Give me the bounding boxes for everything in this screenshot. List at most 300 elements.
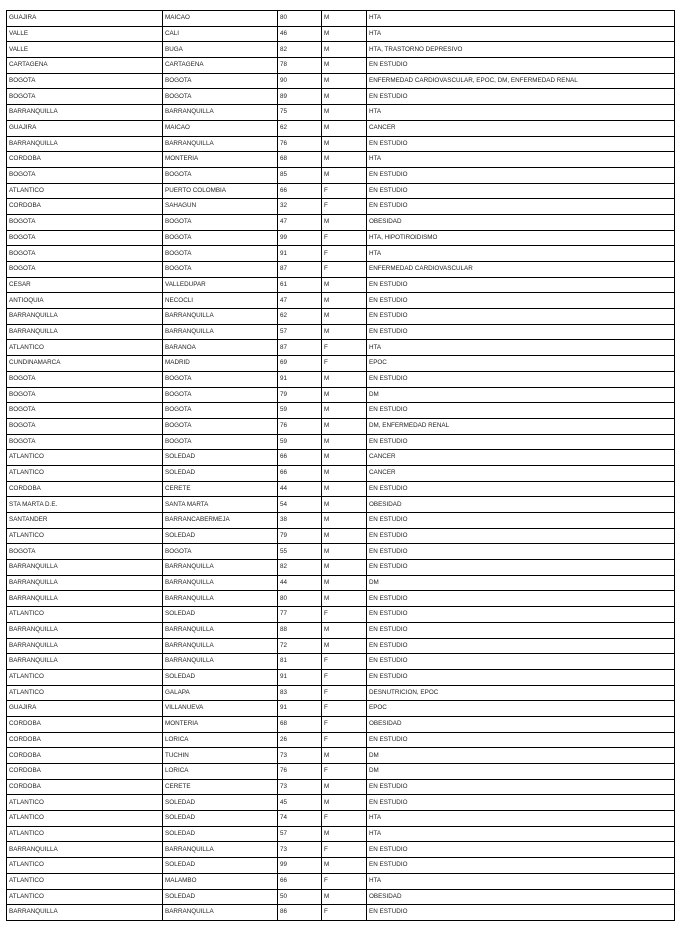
municipality-cell: VALLEDUPAR bbox=[163, 277, 278, 293]
age-cell: 91 bbox=[278, 701, 322, 717]
table-row bbox=[7, 669, 675, 685]
age-cell: 55 bbox=[278, 544, 322, 560]
diagnosis-cell: HTA, HIPOTIROIDISMO bbox=[367, 230, 675, 246]
diagnosis-cell: EN ESTUDIO bbox=[367, 732, 675, 748]
age-cell: 73 bbox=[278, 748, 322, 764]
cases-table-body bbox=[7, 11, 675, 921]
table-row bbox=[7, 214, 675, 230]
department-cell: CORDOBA bbox=[7, 779, 163, 795]
age-cell: 86 bbox=[278, 905, 322, 921]
sex-cell: M bbox=[322, 293, 367, 309]
department-cell: BARRANQUILLA bbox=[7, 105, 163, 121]
table-row bbox=[7, 779, 675, 795]
sex-cell: F bbox=[322, 246, 367, 262]
municipality-cell: BOGOTA bbox=[163, 371, 278, 387]
diagnosis-cell: DESNUTRICION, EPOC bbox=[367, 685, 675, 701]
diagnosis-cell: OBESIDAD bbox=[367, 497, 675, 513]
age-cell: 59 bbox=[278, 434, 322, 450]
age-cell: 57 bbox=[278, 324, 322, 340]
table-row bbox=[7, 873, 675, 889]
municipality-cell: SOLEDAD bbox=[163, 795, 278, 811]
municipality-cell: SOLEDAD bbox=[163, 811, 278, 827]
municipality-cell: NECOCLI bbox=[163, 293, 278, 309]
table-row bbox=[7, 732, 675, 748]
table-row bbox=[7, 748, 675, 764]
sex-cell: F bbox=[322, 701, 367, 717]
table-row bbox=[7, 701, 675, 717]
diagnosis-cell: DM, ENFERMEDAD RENAL bbox=[367, 418, 675, 434]
table-row bbox=[7, 434, 675, 450]
department-cell: BOGOTA bbox=[7, 230, 163, 246]
department-cell: ATLANTICO bbox=[7, 889, 163, 905]
age-cell: 83 bbox=[278, 685, 322, 701]
department-cell: ATLANTICO bbox=[7, 528, 163, 544]
department-cell: GUAJIRA bbox=[7, 11, 163, 27]
department-cell: BARRANQUILLA bbox=[7, 654, 163, 670]
age-cell: 68 bbox=[278, 152, 322, 168]
sex-cell: M bbox=[322, 136, 367, 152]
age-cell: 82 bbox=[278, 560, 322, 576]
diagnosis-cell: EN ESTUDIO bbox=[367, 167, 675, 183]
table-row bbox=[7, 152, 675, 168]
table-row bbox=[7, 716, 675, 732]
sex-cell: M bbox=[322, 560, 367, 576]
municipality-cell: BARRANQUILLA bbox=[163, 324, 278, 340]
municipality-cell: SAHAGUN bbox=[163, 199, 278, 215]
age-cell: 81 bbox=[278, 654, 322, 670]
diagnosis-cell: EN ESTUDIO bbox=[367, 513, 675, 529]
table-row bbox=[7, 371, 675, 387]
department-cell: BOGOTA bbox=[7, 434, 163, 450]
age-cell: 78 bbox=[278, 58, 322, 74]
sex-cell: M bbox=[322, 889, 367, 905]
department-cell: VALLE bbox=[7, 42, 163, 58]
municipality-cell: SOLEDAD bbox=[163, 450, 278, 466]
municipality-cell: LORICA bbox=[163, 732, 278, 748]
sex-cell: M bbox=[322, 434, 367, 450]
diagnosis-cell: EN ESTUDIO bbox=[367, 58, 675, 74]
department-cell: BARRANQUILLA bbox=[7, 622, 163, 638]
age-cell: 72 bbox=[278, 638, 322, 654]
age-cell: 99 bbox=[278, 858, 322, 874]
table-row bbox=[7, 293, 675, 309]
sex-cell: M bbox=[322, 779, 367, 795]
sex-cell: M bbox=[322, 152, 367, 168]
cases-table bbox=[6, 10, 675, 921]
department-cell: BOGOTA bbox=[7, 403, 163, 419]
department-cell: STA MARTA D.E. bbox=[7, 497, 163, 513]
sex-cell: M bbox=[322, 795, 367, 811]
municipality-cell: SOLEDAD bbox=[163, 607, 278, 623]
municipality-cell: TUCHIN bbox=[163, 748, 278, 764]
diagnosis-cell: EN ESTUDIO bbox=[367, 779, 675, 795]
diagnosis-cell: HTA bbox=[367, 811, 675, 827]
municipality-cell: BARRANQUILLA bbox=[163, 591, 278, 607]
sex-cell: M bbox=[322, 42, 367, 58]
department-cell: BARRANQUILLA bbox=[7, 905, 163, 921]
diagnosis-cell: EN ESTUDIO bbox=[367, 669, 675, 685]
department-cell: BOGOTA bbox=[7, 167, 163, 183]
municipality-cell: CARTAGENA bbox=[163, 58, 278, 74]
municipality-cell: SOLEDAD bbox=[163, 889, 278, 905]
municipality-cell: BOGOTA bbox=[163, 544, 278, 560]
municipality-cell: MONTERIA bbox=[163, 152, 278, 168]
diagnosis-cell: EN ESTUDIO bbox=[367, 905, 675, 921]
diagnosis-cell: HTA bbox=[367, 26, 675, 42]
diagnosis-cell: EN ESTUDIO bbox=[367, 638, 675, 654]
department-cell: CESAR bbox=[7, 277, 163, 293]
department-cell: BARRANQUILLA bbox=[7, 575, 163, 591]
table-row bbox=[7, 528, 675, 544]
sex-cell: M bbox=[322, 11, 367, 27]
table-row bbox=[7, 277, 675, 293]
diagnosis-cell: EN ESTUDIO bbox=[367, 324, 675, 340]
municipality-cell: BARRANQUILLA bbox=[163, 560, 278, 576]
age-cell: 73 bbox=[278, 779, 322, 795]
table-row bbox=[7, 889, 675, 905]
department-cell: CORDOBA bbox=[7, 748, 163, 764]
sex-cell: M bbox=[322, 638, 367, 654]
diagnosis-cell: HTA bbox=[367, 152, 675, 168]
municipality-cell: SOLEDAD bbox=[163, 528, 278, 544]
diagnosis-cell: EN ESTUDIO bbox=[367, 199, 675, 215]
sex-cell: F bbox=[322, 654, 367, 670]
municipality-cell: BARRANQUILLA bbox=[163, 638, 278, 654]
department-cell: ATLANTICO bbox=[7, 858, 163, 874]
diagnosis-cell: EN ESTUDIO bbox=[367, 183, 675, 199]
age-cell: 91 bbox=[278, 246, 322, 262]
diagnosis-cell: EN ESTUDIO bbox=[367, 607, 675, 623]
sex-cell: M bbox=[322, 513, 367, 529]
diagnosis-cell: OBESIDAD bbox=[367, 214, 675, 230]
diagnosis-cell: DM bbox=[367, 748, 675, 764]
diagnosis-cell: EN ESTUDIO bbox=[367, 528, 675, 544]
diagnosis-cell: CANCER bbox=[367, 465, 675, 481]
department-cell: ATLANTICO bbox=[7, 826, 163, 842]
municipality-cell: BARRANQUILLA bbox=[163, 136, 278, 152]
age-cell: 62 bbox=[278, 309, 322, 325]
diagnosis-cell: EN ESTUDIO bbox=[367, 277, 675, 293]
sex-cell: M bbox=[322, 120, 367, 136]
diagnosis-cell: EPOC bbox=[367, 356, 675, 372]
age-cell: 74 bbox=[278, 811, 322, 827]
age-cell: 54 bbox=[278, 497, 322, 513]
sex-cell: M bbox=[322, 89, 367, 105]
age-cell: 66 bbox=[278, 465, 322, 481]
municipality-cell: BUGA bbox=[163, 42, 278, 58]
table-row bbox=[7, 654, 675, 670]
diagnosis-cell: EN ESTUDIO bbox=[367, 481, 675, 497]
age-cell: 75 bbox=[278, 105, 322, 121]
municipality-cell: MAICAO bbox=[163, 120, 278, 136]
sex-cell: M bbox=[322, 528, 367, 544]
sex-cell: M bbox=[322, 748, 367, 764]
municipality-cell: BOGOTA bbox=[163, 214, 278, 230]
department-cell: CORDOBA bbox=[7, 764, 163, 780]
department-cell: BOGOTA bbox=[7, 387, 163, 403]
sex-cell: M bbox=[322, 73, 367, 89]
sex-cell: F bbox=[322, 340, 367, 356]
sex-cell: M bbox=[322, 575, 367, 591]
table-row bbox=[7, 387, 675, 403]
age-cell: 45 bbox=[278, 795, 322, 811]
sex-cell: F bbox=[322, 905, 367, 921]
diagnosis-cell: EN ESTUDIO bbox=[367, 795, 675, 811]
department-cell: BOGOTA bbox=[7, 418, 163, 434]
sex-cell: M bbox=[322, 26, 367, 42]
sex-cell: M bbox=[322, 387, 367, 403]
department-cell: BOGOTA bbox=[7, 262, 163, 278]
municipality-cell: BOGOTA bbox=[163, 403, 278, 419]
sex-cell: M bbox=[322, 544, 367, 560]
sex-cell: F bbox=[322, 230, 367, 246]
municipality-cell: BOGOTA bbox=[163, 73, 278, 89]
age-cell: 76 bbox=[278, 136, 322, 152]
department-cell: BARRANQUILLA bbox=[7, 324, 163, 340]
table-row bbox=[7, 826, 675, 842]
municipality-cell: CERETE bbox=[163, 779, 278, 795]
municipality-cell: BARRANCABERMEJA bbox=[163, 513, 278, 529]
age-cell: 47 bbox=[278, 293, 322, 309]
sex-cell: F bbox=[322, 732, 367, 748]
sex-cell: M bbox=[322, 58, 367, 74]
age-cell: 66 bbox=[278, 450, 322, 466]
table-row bbox=[7, 481, 675, 497]
age-cell: 50 bbox=[278, 889, 322, 905]
municipality-cell: MONTERIA bbox=[163, 716, 278, 732]
sex-cell: M bbox=[322, 214, 367, 230]
age-cell: 32 bbox=[278, 199, 322, 215]
age-cell: 82 bbox=[278, 42, 322, 58]
table-row bbox=[7, 497, 675, 513]
age-cell: 80 bbox=[278, 11, 322, 27]
table-row bbox=[7, 858, 675, 874]
diagnosis-cell: HTA, TRASTORNO DEPRESIVO bbox=[367, 42, 675, 58]
diagnosis-cell: EPOC bbox=[367, 701, 675, 717]
municipality-cell: BARRANQUILLA bbox=[163, 905, 278, 921]
sex-cell: M bbox=[322, 465, 367, 481]
table-row bbox=[7, 324, 675, 340]
sex-cell: M bbox=[322, 309, 367, 325]
sex-cell: F bbox=[322, 356, 367, 372]
age-cell: 89 bbox=[278, 89, 322, 105]
age-cell: 88 bbox=[278, 622, 322, 638]
table-row bbox=[7, 685, 675, 701]
diagnosis-cell: ENFERMEDAD CARDIOVASCULAR bbox=[367, 262, 675, 278]
department-cell: ANTIOQUIA bbox=[7, 293, 163, 309]
department-cell: ATLANTICO bbox=[7, 873, 163, 889]
department-cell: CORDOBA bbox=[7, 732, 163, 748]
department-cell: SANTANDER bbox=[7, 513, 163, 529]
diagnosis-cell: EN ESTUDIO bbox=[367, 434, 675, 450]
municipality-cell: BARRANQUILLA bbox=[163, 622, 278, 638]
age-cell: 99 bbox=[278, 230, 322, 246]
municipality-cell: MADRID bbox=[163, 356, 278, 372]
municipality-cell: MAICAO bbox=[163, 11, 278, 27]
table-row bbox=[7, 795, 675, 811]
table-row bbox=[7, 340, 675, 356]
age-cell: 69 bbox=[278, 356, 322, 372]
age-cell: 73 bbox=[278, 842, 322, 858]
sex-cell: F bbox=[322, 685, 367, 701]
age-cell: 38 bbox=[278, 513, 322, 529]
sex-cell: F bbox=[322, 262, 367, 278]
sex-cell: M bbox=[322, 418, 367, 434]
table-row bbox=[7, 450, 675, 466]
department-cell: CORDOBA bbox=[7, 152, 163, 168]
table-row bbox=[7, 42, 675, 58]
municipality-cell: SOLEDAD bbox=[163, 465, 278, 481]
sex-cell: F bbox=[322, 716, 367, 732]
age-cell: 87 bbox=[278, 262, 322, 278]
department-cell: GUAJIRA bbox=[7, 701, 163, 717]
municipality-cell: MALAMBO bbox=[163, 873, 278, 889]
age-cell: 57 bbox=[278, 826, 322, 842]
sex-cell: M bbox=[322, 324, 367, 340]
table-row bbox=[7, 183, 675, 199]
department-cell: GUAJIRA bbox=[7, 120, 163, 136]
municipality-cell: BARRANQUILLA bbox=[163, 654, 278, 670]
municipality-cell: SOLEDAD bbox=[163, 669, 278, 685]
sex-cell: F bbox=[322, 199, 367, 215]
department-cell: ATLANTICO bbox=[7, 450, 163, 466]
table-row bbox=[7, 607, 675, 623]
age-cell: 26 bbox=[278, 732, 322, 748]
table-row bbox=[7, 199, 675, 215]
municipality-cell: VILLANUEVA bbox=[163, 701, 278, 717]
table-row bbox=[7, 622, 675, 638]
diagnosis-cell: DM bbox=[367, 575, 675, 591]
age-cell: 87 bbox=[278, 340, 322, 356]
department-cell: ATLANTICO bbox=[7, 795, 163, 811]
municipality-cell: BOGOTA bbox=[163, 246, 278, 262]
diagnosis-cell: HTA bbox=[367, 340, 675, 356]
table-row bbox=[7, 167, 675, 183]
table-row bbox=[7, 262, 675, 278]
age-cell: 46 bbox=[278, 26, 322, 42]
municipality-cell: BOGOTA bbox=[163, 262, 278, 278]
sex-cell: M bbox=[322, 105, 367, 121]
table-row bbox=[7, 309, 675, 325]
age-cell: 44 bbox=[278, 575, 322, 591]
age-cell: 47 bbox=[278, 214, 322, 230]
department-cell: BOGOTA bbox=[7, 371, 163, 387]
table-row bbox=[7, 246, 675, 262]
table-row bbox=[7, 73, 675, 89]
municipality-cell: BOGOTA bbox=[163, 230, 278, 246]
age-cell: 85 bbox=[278, 167, 322, 183]
table-row bbox=[7, 356, 675, 372]
department-cell: CARTAGENA bbox=[7, 58, 163, 74]
municipality-cell: GALAPA bbox=[163, 685, 278, 701]
municipality-cell: BOGOTA bbox=[163, 434, 278, 450]
diagnosis-cell: EN ESTUDIO bbox=[367, 842, 675, 858]
table-row bbox=[7, 89, 675, 105]
diagnosis-cell: HTA bbox=[367, 105, 675, 121]
age-cell: 66 bbox=[278, 873, 322, 889]
department-cell: BOGOTA bbox=[7, 246, 163, 262]
municipality-cell: BOGOTA bbox=[163, 418, 278, 434]
municipality-cell: BOGOTA bbox=[163, 387, 278, 403]
table-row bbox=[7, 638, 675, 654]
diagnosis-cell: HTA bbox=[367, 246, 675, 262]
diagnosis-cell: DM bbox=[367, 387, 675, 403]
department-cell: BARRANQUILLA bbox=[7, 638, 163, 654]
municipality-cell: BOGOTA bbox=[163, 167, 278, 183]
municipality-cell: LORICA bbox=[163, 764, 278, 780]
department-cell: ATLANTICO bbox=[7, 685, 163, 701]
department-cell: CORDOBA bbox=[7, 199, 163, 215]
diagnosis-cell: DM bbox=[367, 764, 675, 780]
sex-cell: M bbox=[322, 481, 367, 497]
age-cell: 76 bbox=[278, 764, 322, 780]
sex-cell: M bbox=[322, 622, 367, 638]
table-row bbox=[7, 11, 675, 27]
table-row bbox=[7, 905, 675, 921]
municipality-cell: BOGOTA bbox=[163, 89, 278, 105]
table-row bbox=[7, 136, 675, 152]
table-row bbox=[7, 120, 675, 136]
department-cell: CORDOBA bbox=[7, 716, 163, 732]
municipality-cell: SOLEDAD bbox=[163, 826, 278, 842]
municipality-cell: SANTA MARTA bbox=[163, 497, 278, 513]
diagnosis-cell: EN ESTUDIO bbox=[367, 403, 675, 419]
department-cell: ATLANTICO bbox=[7, 669, 163, 685]
municipality-cell: BARRANQUILLA bbox=[163, 309, 278, 325]
municipality-cell: SOLEDAD bbox=[163, 858, 278, 874]
diagnosis-cell: EN ESTUDIO bbox=[367, 622, 675, 638]
department-cell: BOGOTA bbox=[7, 73, 163, 89]
sex-cell: M bbox=[322, 371, 367, 387]
sex-cell: F bbox=[322, 842, 367, 858]
sex-cell: M bbox=[322, 403, 367, 419]
sex-cell: F bbox=[322, 764, 367, 780]
diagnosis-cell: HTA bbox=[367, 11, 675, 27]
age-cell: 61 bbox=[278, 277, 322, 293]
diagnosis-cell: EN ESTUDIO bbox=[367, 136, 675, 152]
diagnosis-cell: EN ESTUDIO bbox=[367, 654, 675, 670]
table-row bbox=[7, 842, 675, 858]
table-row bbox=[7, 544, 675, 560]
department-cell: BARRANQUILLA bbox=[7, 560, 163, 576]
age-cell: 76 bbox=[278, 418, 322, 434]
department-cell: ATLANTICO bbox=[7, 340, 163, 356]
department-cell: BOGOTA bbox=[7, 214, 163, 230]
sex-cell: M bbox=[322, 277, 367, 293]
department-cell: BARRANQUILLA bbox=[7, 136, 163, 152]
age-cell: 62 bbox=[278, 120, 322, 136]
diagnosis-cell: EN ESTUDIO bbox=[367, 858, 675, 874]
diagnosis-cell: EN ESTUDIO bbox=[367, 89, 675, 105]
diagnosis-cell: EN ESTUDIO bbox=[367, 591, 675, 607]
table-row bbox=[7, 418, 675, 434]
diagnosis-cell: EN ESTUDIO bbox=[367, 560, 675, 576]
municipality-cell: BARRANQUILLA bbox=[163, 105, 278, 121]
age-cell: 91 bbox=[278, 669, 322, 685]
age-cell: 44 bbox=[278, 481, 322, 497]
department-cell: VALLE bbox=[7, 26, 163, 42]
table-row bbox=[7, 764, 675, 780]
sex-cell: F bbox=[322, 607, 367, 623]
table-row bbox=[7, 811, 675, 827]
age-cell: 80 bbox=[278, 591, 322, 607]
department-cell: BARRANQUILLA bbox=[7, 591, 163, 607]
table-row bbox=[7, 591, 675, 607]
diagnosis-cell: HTA bbox=[367, 873, 675, 889]
sex-cell: F bbox=[322, 811, 367, 827]
sex-cell: F bbox=[322, 873, 367, 889]
table-row bbox=[7, 560, 675, 576]
